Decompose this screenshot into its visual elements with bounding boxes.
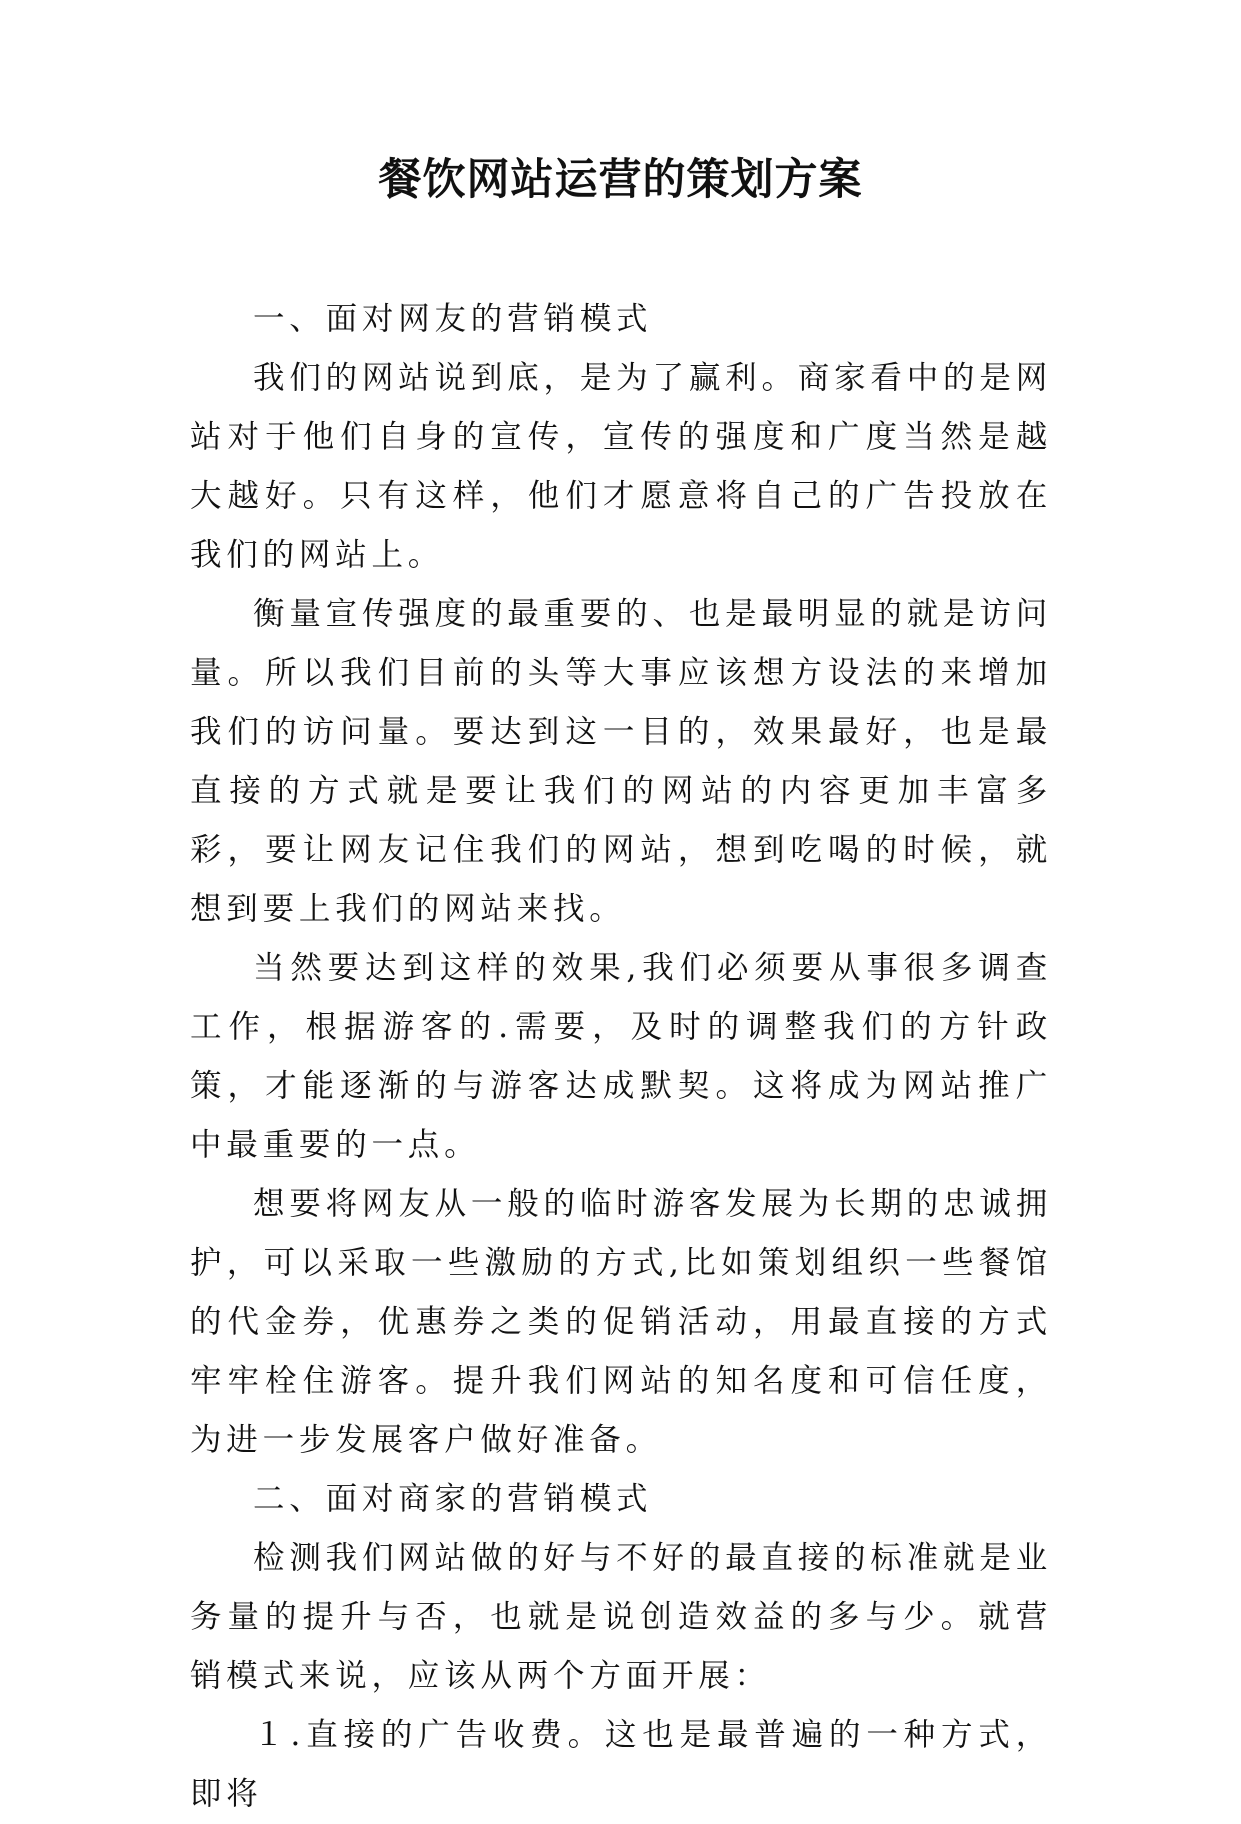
body-paragraph: 我们的网站说到底，是为了赢利。商家看中的是网站对于他们自身的宣传，宣传的强度和广度当然是越大越好。只有这样，他们才愿意将自己的广告投放在我们的网站上。 bbox=[190, 360, 1052, 573]
body-paragraph: 当然要达到这样的效果,我们必须要从事很多调查工作，根据游客的.需要，及时的调整我们的方针政策，才能逐渐的与游客达成默契。这将成为网站推广中最重要的一点。 bbox=[190, 950, 1052, 1163]
section-heading-1: 一、面对网友的营销模式 bbox=[253, 301, 653, 337]
body-paragraph: 检测我们网站做的好与不好的最直接的标准就是业务量的提升与否，也就是说创造效益的多与少。就营销模式来说，应该从两个方面开展： bbox=[190, 1540, 1052, 1694]
section-heading-2: 二、面对商家的营销模式 bbox=[253, 1481, 653, 1517]
body-paragraph: 衡量宣传强度的最重要的、也是最明显的就是访问量。所以我们目前的头等大事应该想方设法的来增加我们的访问量。要达到这一目的，效果最好，也是最直接的方式就是要让我们的网站的内容更加丰富多彩，要让网友记住我们的网站，想到吃喝的时候，就想到要上我们的网站来找。 bbox=[190, 596, 1052, 927]
document-body bbox=[190, 290, 1052, 1824]
body-paragraph: 想要将网友从一般的临时游客发展为长期的忠诚拥护，可以采取一些激励的方式,比如策划组织一些餐馆的代金券，优惠券之类的促销活动，用最直接的方式牢牢栓住游客。提升我们网站的知名度和可信任度，为进一步发展客户做好准备。 bbox=[190, 1186, 1052, 1458]
body-paragraph: １.直接的广告收费。这也是最普遍的一种方式，即将 bbox=[190, 1717, 1052, 1812]
document-title: 餐饮网站运营的策划方案 bbox=[378, 155, 863, 205]
